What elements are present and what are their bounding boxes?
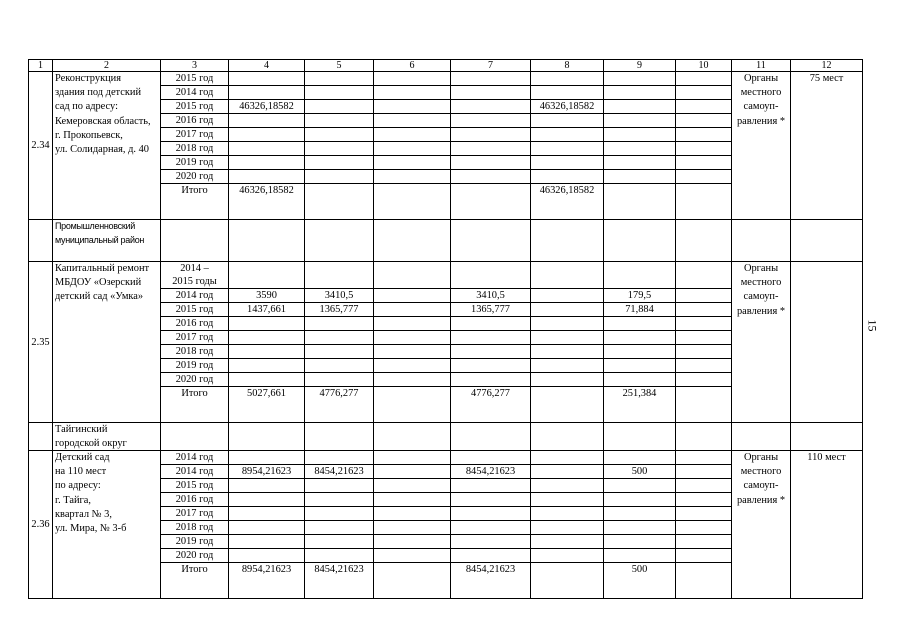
responsible-org: Органы местного самоуп- равления *: [732, 451, 791, 599]
value-cell-7: 1365,777: [451, 303, 531, 317]
year-cell: 2016 год: [161, 493, 229, 507]
value-cell-6: [374, 493, 451, 507]
value-cell-4: [229, 507, 305, 521]
year-cell: 2015 год: [161, 100, 229, 114]
value-cell-10: [676, 563, 732, 599]
value-cell-9: [604, 331, 676, 345]
value-cell-10: [676, 493, 732, 507]
value-cell-5: [305, 170, 374, 184]
value-cell-10: [676, 114, 732, 128]
value-cell-4: [229, 345, 305, 359]
value-cell-4: [229, 373, 305, 387]
value-cell-4: [229, 262, 305, 289]
value-cell-6: [374, 72, 451, 86]
value-cell-5: [305, 507, 374, 521]
value-cell-4: [229, 331, 305, 345]
value-cell-5: [305, 86, 374, 100]
value-cell-6: [374, 345, 451, 359]
value-cell-4: 46326,18582: [229, 100, 305, 114]
value-cell-6: [374, 479, 451, 493]
year-cell: 2018 год: [161, 521, 229, 535]
value-cell-8: [531, 317, 604, 331]
empty-cell: [29, 423, 53, 451]
empty-cell: [604, 220, 676, 262]
value-cell-5: [305, 128, 374, 142]
header-cell-8: 8: [531, 60, 604, 72]
value-cell-8: 46326,18582: [531, 100, 604, 114]
year-cell: 2016 год: [161, 114, 229, 128]
value-cell-6: [374, 289, 451, 303]
value-cell-10: [676, 142, 732, 156]
value-cell-5: [305, 479, 374, 493]
value-cell-4: [229, 451, 305, 465]
value-cell-7: [451, 535, 531, 549]
value-cell-5: 3410,5: [305, 289, 374, 303]
year-cell: Итого: [161, 387, 229, 423]
header-cell-2: 2: [53, 60, 161, 72]
value-cell-5: [305, 535, 374, 549]
municipality-name: Тайгинский городской округ: [53, 423, 161, 451]
value-cell-8: [531, 521, 604, 535]
value-cell-10: [676, 156, 732, 170]
capacity-cell: 110 мест: [791, 451, 863, 599]
value-cell-10: [676, 465, 732, 479]
value-cell-6: [374, 359, 451, 373]
value-cell-9: [604, 72, 676, 86]
empty-cell: [305, 220, 374, 262]
table-row: [29, 451, 863, 465]
value-cell-10: [676, 359, 732, 373]
year-cell: 2020 год: [161, 373, 229, 387]
value-cell-5: [305, 549, 374, 563]
value-cell-5: [305, 373, 374, 387]
empty-cell: [374, 220, 451, 262]
value-cell-5: [305, 451, 374, 465]
value-cell-8: [531, 289, 604, 303]
value-cell-10: [676, 289, 732, 303]
value-cell-4: 8954,21623: [229, 465, 305, 479]
empty-cell: [732, 220, 791, 262]
value-cell-9: [604, 373, 676, 387]
value-cell-10: [676, 100, 732, 114]
value-cell-4: [229, 86, 305, 100]
value-cell-9: [604, 100, 676, 114]
year-cell: 2016 год: [161, 317, 229, 331]
year-cell: Итого: [161, 184, 229, 220]
value-cell-7: [451, 521, 531, 535]
value-cell-8: [531, 156, 604, 170]
value-cell-8: [531, 262, 604, 289]
value-cell-10: [676, 507, 732, 521]
empty-cell: [374, 423, 451, 451]
value-cell-9: [604, 345, 676, 359]
value-cell-7: 8454,21623: [451, 465, 531, 479]
year-cell: 2018 год: [161, 142, 229, 156]
header-cell-1: 1: [29, 60, 53, 72]
value-cell-5: [305, 331, 374, 345]
value-cell-4: 46326,18582: [229, 184, 305, 220]
value-cell-7: [451, 345, 531, 359]
value-cell-6: [374, 507, 451, 521]
value-cell-6: [374, 535, 451, 549]
table-body: [29, 60, 863, 599]
value-cell-8: [531, 170, 604, 184]
value-cell-9: 71,884: [604, 303, 676, 317]
empty-cell: [531, 423, 604, 451]
value-cell-9: [604, 128, 676, 142]
value-cell-7: [451, 451, 531, 465]
value-cell-4: [229, 72, 305, 86]
empty-cell: [791, 423, 863, 451]
value-cell-6: [374, 262, 451, 289]
value-cell-7: [451, 359, 531, 373]
empty-cell: [604, 423, 676, 451]
value-cell-10: [676, 521, 732, 535]
value-cell-9: [604, 86, 676, 100]
value-cell-9: [604, 114, 676, 128]
year-cell: 2014 год: [161, 465, 229, 479]
value-cell-4: 1437,661: [229, 303, 305, 317]
value-cell-6: [374, 303, 451, 317]
year-cell: 2020 год: [161, 170, 229, 184]
value-cell-6: [374, 387, 451, 423]
header-cell-9: 9: [604, 60, 676, 72]
value-cell-8: [531, 331, 604, 345]
value-cell-9: 500: [604, 465, 676, 479]
item-number: 2.36: [29, 451, 53, 599]
value-cell-7: [451, 549, 531, 563]
value-cell-10: [676, 170, 732, 184]
value-cell-9: [604, 142, 676, 156]
value-cell-10: [676, 262, 732, 289]
value-cell-5: 8454,21623: [305, 563, 374, 599]
value-cell-9: [604, 549, 676, 563]
header-cell-11: 11: [732, 60, 791, 72]
value-cell-6: [374, 331, 451, 345]
empty-cell: [676, 423, 732, 451]
value-cell-9: [604, 156, 676, 170]
value-cell-7: 3410,5: [451, 289, 531, 303]
value-cell-8: [531, 507, 604, 521]
year-cell: 2014 год: [161, 451, 229, 465]
year-cell: 2017 год: [161, 128, 229, 142]
value-cell-4: [229, 521, 305, 535]
value-cell-5: [305, 359, 374, 373]
value-cell-9: [604, 317, 676, 331]
value-cell-4: [229, 535, 305, 549]
value-cell-5: [305, 114, 374, 128]
empty-cell: [531, 220, 604, 262]
value-cell-5: [305, 521, 374, 535]
value-cell-6: [374, 465, 451, 479]
value-cell-9: [604, 262, 676, 289]
value-cell-5: 1365,777: [305, 303, 374, 317]
value-cell-10: [676, 184, 732, 220]
value-cell-7: [451, 100, 531, 114]
header-cell-4: 4: [229, 60, 305, 72]
value-cell-8: [531, 465, 604, 479]
value-cell-9: [604, 521, 676, 535]
value-cell-8: [531, 549, 604, 563]
responsible-org: Органы местного самоуп- равления *: [732, 262, 791, 423]
value-cell-4: [229, 359, 305, 373]
value-cell-10: [676, 317, 732, 331]
value-cell-8: [531, 359, 604, 373]
value-cell-7: [451, 262, 531, 289]
value-cell-7: [451, 156, 531, 170]
year-cell: 2014 – 2015 годы: [161, 262, 229, 289]
year-cell: 2017 год: [161, 507, 229, 521]
header-row: [29, 60, 863, 72]
value-cell-7: [451, 479, 531, 493]
value-cell-10: [676, 303, 732, 317]
page-number: 15: [865, 319, 880, 332]
value-cell-7: [451, 128, 531, 142]
value-cell-7: [451, 142, 531, 156]
value-cell-7: [451, 72, 531, 86]
municipality-row: [29, 423, 863, 451]
value-cell-4: 3590: [229, 289, 305, 303]
value-cell-4: [229, 114, 305, 128]
value-cell-5: 8454,21623: [305, 465, 374, 479]
value-cell-4: 5027,661: [229, 387, 305, 423]
value-cell-10: [676, 549, 732, 563]
header-cell-6: 6: [374, 60, 451, 72]
value-cell-6: [374, 100, 451, 114]
year-cell: 2015 год: [161, 479, 229, 493]
value-cell-8: [531, 72, 604, 86]
value-cell-9: 179,5: [604, 289, 676, 303]
municipality-name: Промышленновский муниципальный район: [53, 220, 161, 262]
value-cell-9: [604, 479, 676, 493]
item-name: Реконструкция здания под детский сад по адресу: Кемеровская область, г. Прокопьевск, ул. Солидарная, д. 40: [53, 72, 161, 220]
empty-cell: [29, 220, 53, 262]
value-cell-5: [305, 317, 374, 331]
year-cell: 2015 год: [161, 72, 229, 86]
year-cell: 2017 год: [161, 331, 229, 345]
value-cell-8: [531, 373, 604, 387]
year-cell: Итого: [161, 563, 229, 599]
value-cell-8: [531, 563, 604, 599]
value-cell-4: [229, 142, 305, 156]
value-cell-7: [451, 331, 531, 345]
value-cell-9: 500: [604, 563, 676, 599]
value-cell-5: [305, 72, 374, 86]
value-cell-8: [531, 493, 604, 507]
empty-cell: [791, 220, 863, 262]
empty-cell: [161, 423, 229, 451]
value-cell-6: [374, 373, 451, 387]
year-cell: 2019 год: [161, 535, 229, 549]
value-cell-7: [451, 184, 531, 220]
value-cell-7: [451, 493, 531, 507]
value-cell-5: [305, 142, 374, 156]
value-cell-9: [604, 451, 676, 465]
item-name: Капитальный ремонт МБДОУ «Озерский детский сад «Умка»: [53, 262, 161, 423]
value-cell-6: [374, 86, 451, 100]
value-cell-6: [374, 170, 451, 184]
value-cell-10: [676, 128, 732, 142]
value-cell-8: [531, 86, 604, 100]
empty-cell: [451, 220, 531, 262]
capacity-cell: 75 мест: [791, 72, 863, 220]
year-cell: 2014 год: [161, 86, 229, 100]
value-cell-8: [531, 479, 604, 493]
value-cell-6: [374, 521, 451, 535]
empty-cell: [732, 423, 791, 451]
empty-cell: [676, 220, 732, 262]
value-cell-8: [531, 535, 604, 549]
value-cell-6: [374, 114, 451, 128]
value-cell-8: [531, 142, 604, 156]
value-cell-7: [451, 170, 531, 184]
header-cell-3: 3: [161, 60, 229, 72]
value-cell-9: [604, 170, 676, 184]
value-cell-10: [676, 535, 732, 549]
value-cell-7: 8454,21623: [451, 563, 531, 599]
value-cell-9: [604, 184, 676, 220]
value-cell-6: [374, 549, 451, 563]
value-cell-7: [451, 86, 531, 100]
year-cell: 2014 год: [161, 289, 229, 303]
capacity-cell: [791, 262, 863, 423]
value-cell-4: [229, 156, 305, 170]
value-cell-9: 251,384: [604, 387, 676, 423]
municipality-row: [29, 220, 863, 262]
value-cell-10: [676, 345, 732, 359]
empty-cell: [229, 423, 305, 451]
value-cell-7: [451, 114, 531, 128]
value-cell-6: [374, 563, 451, 599]
value-cell-8: 46326,18582: [531, 184, 604, 220]
year-cell: 2019 год: [161, 156, 229, 170]
year-cell: 2019 год: [161, 359, 229, 373]
header-cell-7: 7: [451, 60, 531, 72]
value-cell-9: [604, 493, 676, 507]
value-cell-5: [305, 262, 374, 289]
empty-cell: [161, 220, 229, 262]
value-cell-8: [531, 114, 604, 128]
value-cell-6: [374, 142, 451, 156]
value-cell-5: [305, 493, 374, 507]
responsible-org: Органы местного самоуп- равления *: [732, 72, 791, 220]
item-number: 2.34: [29, 72, 53, 220]
value-cell-7: [451, 373, 531, 387]
header-cell-12: 12: [791, 60, 863, 72]
value-cell-4: [229, 128, 305, 142]
value-cell-8: [531, 345, 604, 359]
value-cell-5: [305, 184, 374, 220]
value-cell-5: [305, 100, 374, 114]
table-row: [29, 72, 863, 86]
value-cell-7: [451, 317, 531, 331]
value-cell-10: [676, 373, 732, 387]
value-cell-10: [676, 387, 732, 423]
value-cell-5: [305, 345, 374, 359]
value-cell-4: [229, 549, 305, 563]
value-cell-7: 4776,277: [451, 387, 531, 423]
value-cell-6: [374, 451, 451, 465]
item-name: Детский сад на 110 мест по адресу: г. Тайга, квартал № 3, ул. Мира, № 3-б: [53, 451, 161, 599]
value-cell-8: [531, 387, 604, 423]
value-cell-6: [374, 317, 451, 331]
value-cell-5: [305, 156, 374, 170]
value-cell-6: [374, 128, 451, 142]
year-cell: 2018 год: [161, 345, 229, 359]
value-cell-9: [604, 535, 676, 549]
value-cell-4: [229, 170, 305, 184]
value-cell-8: [531, 451, 604, 465]
empty-cell: [305, 423, 374, 451]
year-cell: 2015 год: [161, 303, 229, 317]
value-cell-4: [229, 493, 305, 507]
item-number: 2.35: [29, 262, 53, 423]
value-cell-6: [374, 184, 451, 220]
header-cell-10: 10: [676, 60, 732, 72]
value-cell-9: [604, 359, 676, 373]
value-cell-8: [531, 128, 604, 142]
value-cell-8: [531, 303, 604, 317]
value-cell-6: [374, 156, 451, 170]
financing-table: [28, 59, 863, 599]
value-cell-10: [676, 479, 732, 493]
value-cell-10: [676, 331, 732, 345]
year-cell: 2020 год: [161, 549, 229, 563]
value-cell-4: [229, 479, 305, 493]
value-cell-5: 4776,277: [305, 387, 374, 423]
value-cell-4: 8954,21623: [229, 563, 305, 599]
value-cell-10: [676, 72, 732, 86]
table-row: [29, 262, 863, 289]
value-cell-10: [676, 451, 732, 465]
value-cell-9: [604, 507, 676, 521]
empty-cell: [451, 423, 531, 451]
value-cell-4: [229, 317, 305, 331]
value-cell-10: [676, 86, 732, 100]
value-cell-7: [451, 507, 531, 521]
header-cell-5: 5: [305, 60, 374, 72]
empty-cell: [229, 220, 305, 262]
